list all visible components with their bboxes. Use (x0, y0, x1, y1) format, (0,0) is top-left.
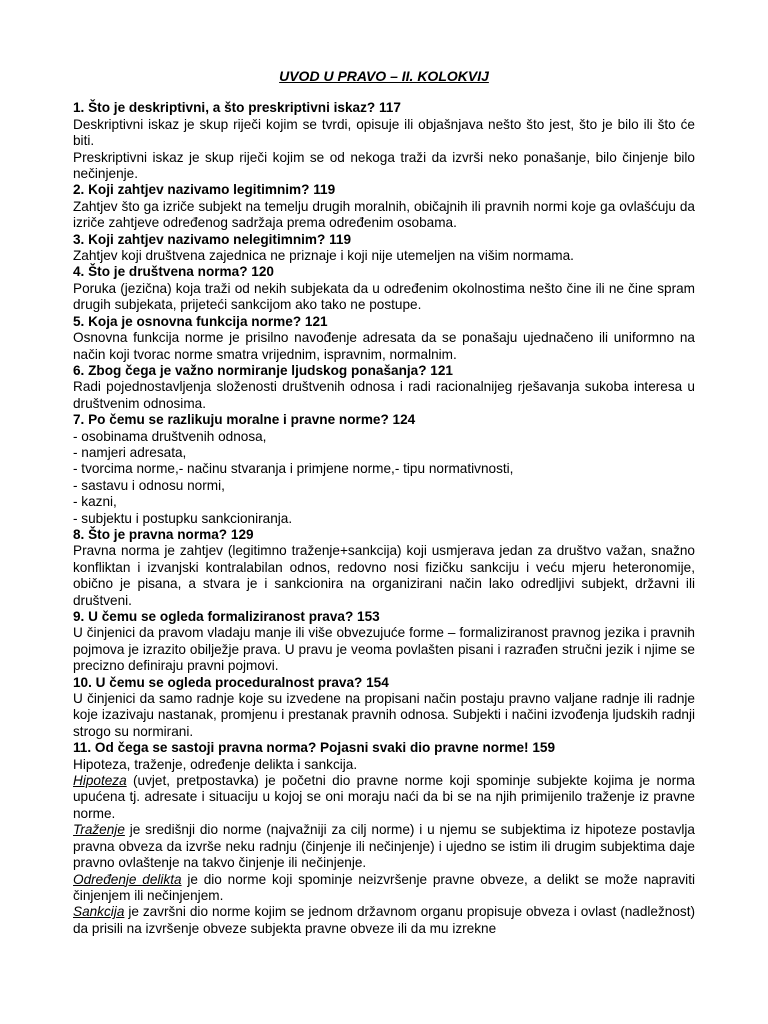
answer-1a: Deskriptivni iskaz je skup riječi kojim se tvrdi, opisuje ili objašnjava nešto što jest, što je bilo ili što će biti. (73, 116, 695, 149)
question-5: 5. Koja je osnovna funkcija norme? 121 (73, 313, 328, 329)
list-item: - kazni, (73, 494, 117, 510)
list-item: - tvorcima norme,- načinu stvaranja i primjene norme,- tipu normativnosti, (73, 461, 514, 477)
list-item: - subjektu i postupku sankcioniranja. (73, 510, 293, 526)
question-8: 8. Što je pravna norma? 129 (73, 526, 254, 542)
list-item: - sastavu i odnosu normi, (73, 477, 225, 493)
sankcija-term: Sankcija (73, 904, 125, 920)
trazenje-text: je središnji dio norme (najvažniji za cilj norme) i u njemu se subjektima iz hipoteze postavlja pravna obveza da izvrše neku radnju (činjenje ili nečinjenje) i ujedno se istim ili drugim subjektima daje pravno ovlaštenje na takvo činjenje ili nečinjenje. (73, 822, 695, 871)
question-11: 11. Od čega se sastoji pravna norma? Pojasni svaki dio pravne norme! 159 (73, 740, 556, 756)
question-4: 4. Što je društvena norma? 120 (73, 264, 274, 280)
answer-9: U činjenici da pravom vladaju manje ili više obvezujuće forme – formaliziranost pravnog jezika i pravnih pojmova je izrazito obilježje prava. U pravu je veoma povlašten pisani i razrađen stručni jezik i njime se precizno definiraju pravni pojmovi. (73, 625, 695, 674)
answer-1b: Preskriptivni iskaz je skup riječi kojim se od nekoga traži da izvrši neko ponašanje, bilo činjenje bilo nečinjenje. (73, 149, 695, 182)
trazenje-term: Traženje (73, 822, 125, 838)
answer-8: Pravna norma je zahtjev (legitimno traženje+sankcija) koji usmjerava jedan za društvo važan, snažno konfliktan i izvanjski kontralabilan odnos, redovno nosi fizičku sankciju i veću mjeru heteronomije, obično je pisana, a stvara je i sankcionira na organizirani način lako odredljivi subjekt, državni ili društveni. (73, 543, 695, 608)
sankcija-text: je završni dio norme kojim se jednom državnom organu propisuje obveza i ovlast (nadležnost) da prisili na izvršenje obveze subjekta pravne obveze ili da mu izrekne (73, 904, 695, 936)
hipoteza-paragraph (73, 773, 695, 822)
answer-5: Osnovna funkcija norme je prisilno navođenje adresata da se ponašaju ujednačeno ili uniformno na način koji tvorac norme smatra vrijednim, ispravnim, normalnim. (73, 330, 695, 362)
page-title: UVOD U PRAVO – II. KOLOKVIJ (279, 68, 489, 84)
hipoteza-term: Hipoteza (73, 773, 127, 789)
question-3: 3. Koji zahtjev nazivamo nelegitimnim? 119 (73, 231, 352, 247)
document-page (73, 68, 695, 937)
hipoteza-text: (uvjet, pretpostavka) je početni dio pravne norme koji spominje subjekte kojima je norma upućena tj. adresate i situaciju u kojoj se oni moraju naći da bi se na njih primijenilo traženje iz pravne norme. (73, 773, 695, 821)
answer-6: Radi pojednostavljenja složenosti društvenih odnosa i radi racionalnijeg rješavanja sukoba interesa u društvenim odnosima. (73, 379, 695, 411)
delikt-term: Određenje delikta (73, 871, 182, 887)
question-6: 6. Zbog čega je važno normiranje ljudskog ponašanja? 121 (73, 362, 453, 378)
delikt-text: je dio norme koji spominje neizvršenje pravne obveze, a delikt se može napraviti činjenjem ili nečinjenjem. (73, 871, 695, 903)
answer-4: Poruka (jezična) koja traži od nekih subjekata da u određenim okolnostima nešto čine ili ne čine spram drugih subjekata, prijeteći sankcijom ako tako ne postupe. (73, 280, 695, 313)
answer-11: Hipoteza, traženje, određenje delikta i sankcija. (73, 756, 358, 772)
question-2: 2. Koji zahtjev nazivamo legitimnim? 119 (73, 182, 336, 198)
list-item: - namjeri adresata, (73, 444, 187, 460)
trazenje-paragraph (73, 822, 695, 871)
answer-3: Zahtjev koji društvena zajednica ne priznaje i koji nije utemeljen na višim normama. (73, 248, 574, 264)
question-7: 7. Po čemu se razlikuju moralne i pravne norme? 124 (73, 412, 416, 428)
question-9: 9. U čemu se ogleda formaliziranost prava? 153 (73, 609, 380, 624)
answer-2: Zahtjev što ga izriče subjekt na temelju drugih moralnih, običajnih ili pravnih normi koje ga ovlašćuju da izriče zahtjeve određenog sadržaja prema određenim osobama. (73, 198, 695, 231)
delikt-paragraph (73, 872, 695, 905)
list-item: - osobinama društvenih odnosa, (73, 428, 267, 444)
sankcija-paragraph (73, 904, 695, 937)
question-1: 1. Što je deskriptivni, a što preskriptivni iskaz? 117 (73, 100, 401, 116)
question-10: 10. U čemu se ogleda proceduralnost prava? 154 (73, 674, 389, 690)
answer-10: U činjenici da samo radnje koje su izvedene na propisani način postaju pravno valjane radnje ili radnje koje izazivaju nastanak, promjenu i prestanak pravnih odnosa. Subjekti i načini izvođenja ljudskih radnji strogo su normirani. (73, 691, 695, 739)
